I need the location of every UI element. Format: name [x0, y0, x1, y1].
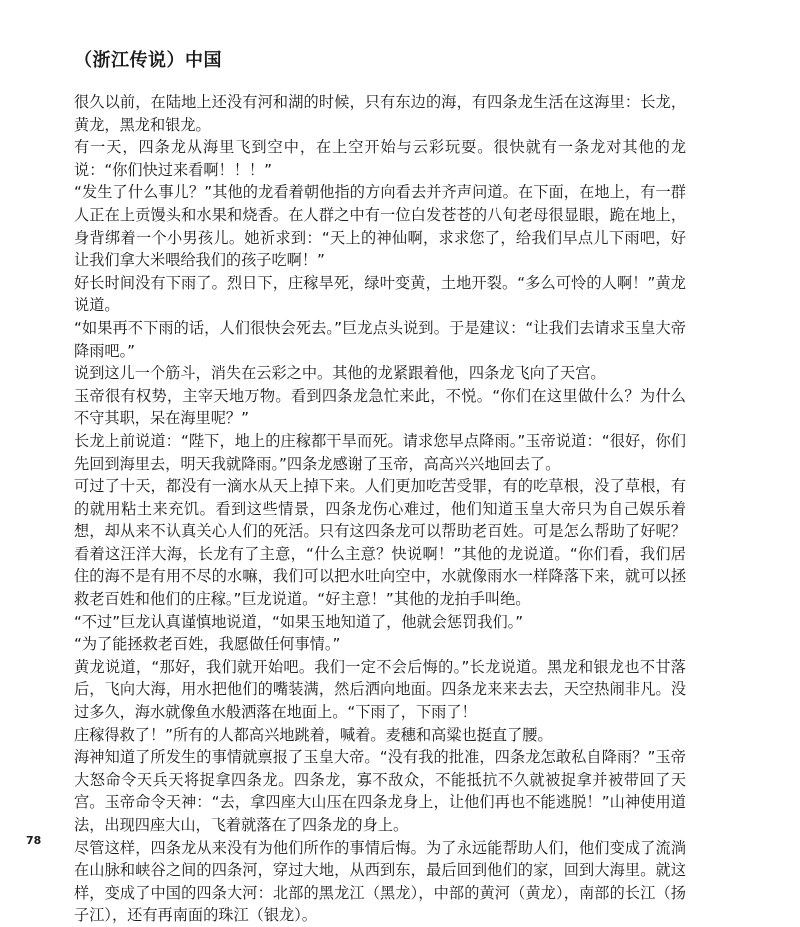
paragraph: “为了能拯救老百姓，我愿做任何事情。”	[74, 635, 341, 654]
paragraph: 海神知道了所发生的事情就禀报了玉皇大帝。“没有我的批准，四条龙怎敢私自降雨？”玉帝大怒命令天兵天将捉拿四条龙。四条龙，寡不敌众，不能抵抗不久就被捉拿并被带回了天宫。玉帝命令天神：“去，拿四座大山压在四条龙身上，让他们再也不能逃脱！”山神使用道法，出现四座大山，飞着就落在了四条龙的身上。	[74, 748, 686, 834]
paragraph: “如果再不下雨的话，人们很快会死去。”巨龙点头说到。于是建议：“让我们去请求玉皇大帝降雨吧。”	[74, 318, 686, 360]
paragraph: 可过了十天，都没有一滴水从天上掉下来。人们更加吃苦受罪，有的吃草根，没了草根，有的就用粘土来充饥。看到这些情景，四条龙伤心难过，他们知道玉皇大帝只为自己娱乐着想，却从来不认真关心人们的死活。只有这四条龙可以帮助老百姓。可是怎么帮助了好呢？看着这汪洋大海，长龙有了主意，“什么主意？快说啊！”其他的龙说道。“你们看，我们居住的海不是有用不尽的水嘛，我们可以把水吐向空中，水就像雨水一样降落下来，就可以拯救老百姓和他们的庄稼。”巨龙说道。“好主意！”其他的龙拍手叫绝。	[74, 477, 686, 609]
paragraph: 庄稼得救了！”所有的人都高兴地跳着，喊着。麦穗和高粱也挺直了腰。	[74, 725, 553, 744]
story-body	[74, 91, 686, 927]
paragraph: “发生了什么事儿？”其他的龙看着朝他指的方向看去并齐声问道。在下面，在地上，有一群人正在上贡馒头和水果和烧香。在人群之中有一位白发苍苍的八旬老母很显眼，跪在地上，身背绑着一个小男孩儿。她祈求到：“天上的神仙啊，求求您了，给我们早点儿下雨吧，好让我们拿大米喂给我们的孩子吃啊！”	[74, 183, 686, 270]
paragraph: 尽管这样，四条龙从来没有为他们所作的事情后悔。为了永远能帮助人们，他们变成了流淌在山脉和峡谷之间的四条河，穿过大地，从西到东，最后回到他们的家，回到大海里。就这样，变成了中国的四条大河：北部的黑龙江（黑龙），中部的黄河（黄龙），南部的长江（扬子江），还有再南面的珠江（银龙）。	[74, 838, 686, 925]
page-title: （浙江传说）中国	[74, 50, 222, 71]
paragraph: 黄龙说道，“那好，我们就开始吧。我们一定不会后悔的。”长龙说道。黑龙和银龙也不甘落后，飞向大海，用水把他们的嘴装满，然后洒向地面。四条龙来来去去，天空热闹非凡。没过多久，海水就像鱼水般洒落在地面上。“下雨了，下雨了！	[74, 657, 686, 722]
paragraph: 玉帝很有权势，主宰天地万物。看到四条龙急忙来此，不悦。“你们在这里做什么？为什么不守其职，呆在海里呢？”	[74, 386, 686, 428]
paragraph: 说到这儿一个筋斗，消失在云彩之中。其他的龙紧跟着他，四条龙飞向了天宫。	[74, 364, 606, 383]
paragraph: 很久以前，在陆地上还没有河和湖的时候，只有东边的海，有四条龙生活在这海里：长龙，黄龙，黑龙和银龙。	[74, 93, 686, 134]
page-number: 78	[26, 834, 42, 847]
paragraph: “不过”巨龙认真谨慎地说道，“如果玉地知道了，他就会惩罚我们。”	[74, 612, 524, 631]
paragraph: 有一天，四条龙从海里飞到空中，在上空开始与云彩玩耍。很快就有一条龙对其他的龙说：“你们快过来看啊！！！”	[74, 138, 686, 179]
paragraph: 长龙上前说道：“陛下，地上的庄稼都干旱而死。请求您早点降雨。”玉帝说道：“很好，你们先回到海里去，明天我就降雨。”四条龙感谢了玉帝，高高兴兴地回去了。	[74, 431, 686, 473]
paragraph: 好长时间没有下雨了。烈日下，庄稼旱死，绿叶变黄，土地开裂。“多么可怜的人啊！”黄龙说道。	[74, 273, 686, 315]
